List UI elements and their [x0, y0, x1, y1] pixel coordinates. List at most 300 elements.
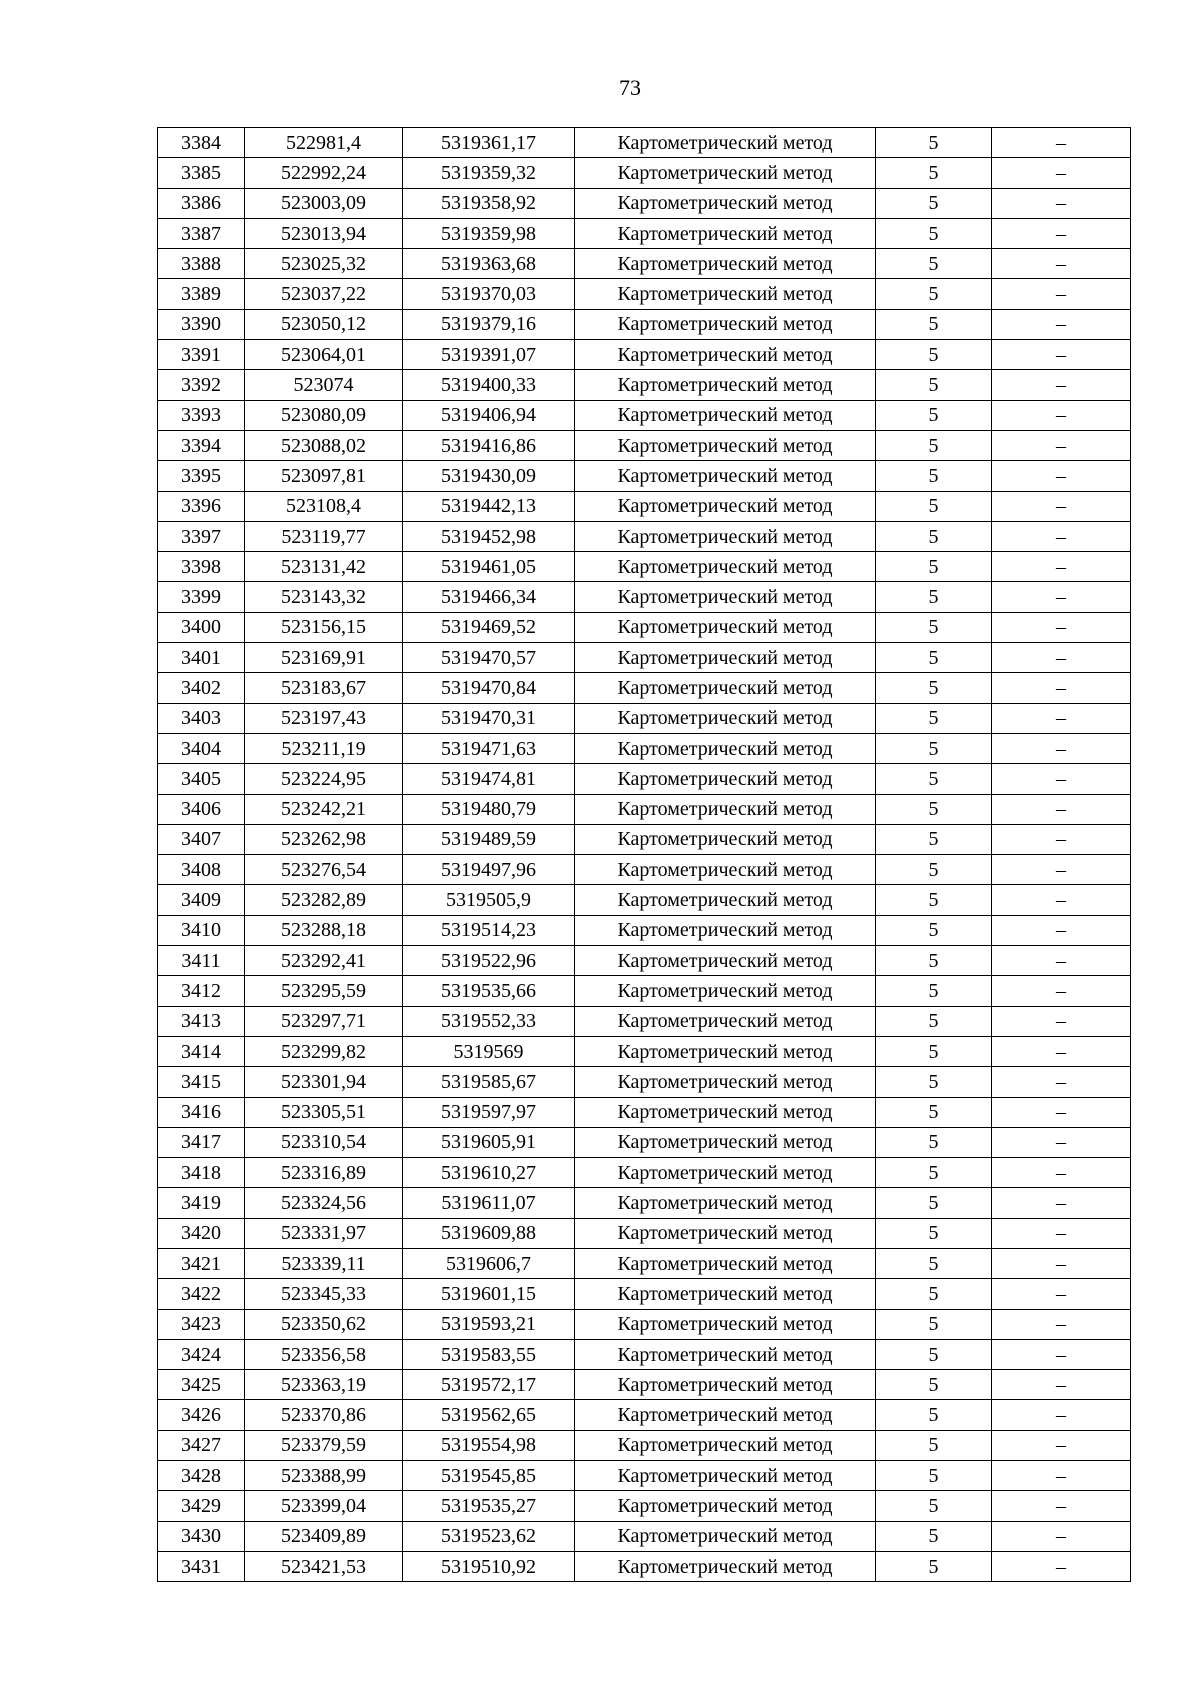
x-coordinate-cell: 523276,54 — [245, 855, 403, 885]
accuracy-cell: 5 — [876, 764, 992, 794]
point-number-cell: 3423 — [158, 1309, 245, 1339]
x-coordinate-cell: 523224,95 — [245, 764, 403, 794]
x-coordinate-cell: 522981,4 — [245, 128, 403, 158]
accuracy-cell: 5 — [876, 158, 992, 188]
point-number-cell: 3406 — [158, 794, 245, 824]
accuracy-cell: 5 — [876, 794, 992, 824]
y-coordinate-cell: 5319583,55 — [403, 1339, 575, 1369]
point-number-cell: 3385 — [158, 158, 245, 188]
note-cell: – — [992, 158, 1131, 188]
y-coordinate-cell: 5319609,88 — [403, 1218, 575, 1248]
accuracy-cell: 5 — [876, 1036, 992, 1066]
note-cell: – — [992, 218, 1131, 248]
accuracy-cell: 5 — [876, 1400, 992, 1430]
method-cell: Картометрический метод — [575, 491, 876, 521]
point-number-cell: 3394 — [158, 430, 245, 460]
point-number-cell: 3409 — [158, 885, 245, 915]
point-number-cell: 3411 — [158, 946, 245, 976]
note-cell: – — [992, 400, 1131, 430]
method-cell: Картометрический метод — [575, 1279, 876, 1309]
point-number-cell: 3421 — [158, 1248, 245, 1278]
note-cell: – — [992, 976, 1131, 1006]
y-coordinate-cell: 5319593,21 — [403, 1309, 575, 1339]
coordinates-table — [157, 127, 1131, 1582]
y-coordinate-cell: 5319391,07 — [403, 340, 575, 370]
method-cell: Картометрический метод — [575, 1521, 876, 1551]
table-row — [158, 673, 1131, 703]
note-cell: – — [992, 1188, 1131, 1218]
method-cell: Картометрический метод — [575, 764, 876, 794]
table-row — [158, 1188, 1131, 1218]
table-row — [158, 1279, 1131, 1309]
accuracy-cell: 5 — [876, 521, 992, 551]
table-row — [158, 461, 1131, 491]
x-coordinate-cell: 523331,97 — [245, 1218, 403, 1248]
method-cell: Картометрический метод — [575, 309, 876, 339]
y-coordinate-cell: 5319572,17 — [403, 1370, 575, 1400]
note-cell: – — [992, 1006, 1131, 1036]
point-number-cell: 3401 — [158, 643, 245, 673]
table-row — [158, 976, 1131, 1006]
x-coordinate-cell: 523282,89 — [245, 885, 403, 915]
table-row — [158, 1551, 1131, 1581]
table-row — [158, 128, 1131, 158]
y-coordinate-cell: 5319514,23 — [403, 915, 575, 945]
x-coordinate-cell: 523292,41 — [245, 946, 403, 976]
y-coordinate-cell: 5319535,27 — [403, 1491, 575, 1521]
y-coordinate-cell: 5319466,34 — [403, 582, 575, 612]
method-cell: Картометрический метод — [575, 1188, 876, 1218]
method-cell: Картометрический метод — [575, 1400, 876, 1430]
x-coordinate-cell: 523025,32 — [245, 249, 403, 279]
accuracy-cell: 5 — [876, 1218, 992, 1248]
point-number-cell: 3389 — [158, 279, 245, 309]
point-number-cell: 3404 — [158, 733, 245, 763]
method-cell: Картометрический метод — [575, 400, 876, 430]
y-coordinate-cell: 5319497,96 — [403, 855, 575, 885]
method-cell: Картометрический метод — [575, 1218, 876, 1248]
y-coordinate-cell: 5319489,59 — [403, 824, 575, 854]
x-coordinate-cell: 523363,19 — [245, 1370, 403, 1400]
point-number-cell: 3414 — [158, 1036, 245, 1066]
x-coordinate-cell: 523301,94 — [245, 1067, 403, 1097]
method-cell: Картометрический метод — [575, 1248, 876, 1278]
table-row — [158, 1127, 1131, 1157]
y-coordinate-cell: 5319545,85 — [403, 1461, 575, 1491]
note-cell: – — [992, 643, 1131, 673]
accuracy-cell: 5 — [876, 612, 992, 642]
x-coordinate-cell: 523356,58 — [245, 1339, 403, 1369]
method-cell: Картометрический метод — [575, 188, 876, 218]
point-number-cell: 3407 — [158, 824, 245, 854]
method-cell: Картометрический метод — [575, 249, 876, 279]
accuracy-cell: 5 — [876, 673, 992, 703]
table-row — [158, 552, 1131, 582]
accuracy-cell: 5 — [876, 976, 992, 1006]
method-cell: Картометрический метод — [575, 733, 876, 763]
table-row — [158, 885, 1131, 915]
y-coordinate-cell: 5319605,91 — [403, 1127, 575, 1157]
point-number-cell: 3420 — [158, 1218, 245, 1248]
x-coordinate-cell: 523183,67 — [245, 673, 403, 703]
accuracy-cell: 5 — [876, 855, 992, 885]
y-coordinate-cell: 5319474,81 — [403, 764, 575, 794]
y-coordinate-cell: 5319406,94 — [403, 400, 575, 430]
accuracy-cell: 5 — [876, 1067, 992, 1097]
point-number-cell: 3412 — [158, 976, 245, 1006]
accuracy-cell: 5 — [876, 1461, 992, 1491]
x-coordinate-cell: 523310,54 — [245, 1127, 403, 1157]
table-row — [158, 915, 1131, 945]
method-cell: Картометрический метод — [575, 1461, 876, 1491]
note-cell: – — [992, 1400, 1131, 1430]
note-cell: – — [992, 521, 1131, 551]
method-cell: Картометрический метод — [575, 885, 876, 915]
point-number-cell: 3384 — [158, 128, 245, 158]
y-coordinate-cell: 5319470,57 — [403, 643, 575, 673]
method-cell: Картометрический метод — [575, 1158, 876, 1188]
x-coordinate-cell: 523409,89 — [245, 1521, 403, 1551]
accuracy-cell: 5 — [876, 1521, 992, 1551]
point-number-cell: 3397 — [158, 521, 245, 551]
y-coordinate-cell: 5319359,98 — [403, 218, 575, 248]
method-cell: Картометрический метод — [575, 946, 876, 976]
table-body — [158, 128, 1131, 1582]
y-coordinate-cell: 5319597,97 — [403, 1097, 575, 1127]
point-number-cell: 3388 — [158, 249, 245, 279]
accuracy-cell: 5 — [876, 1430, 992, 1460]
x-coordinate-cell: 523080,09 — [245, 400, 403, 430]
note-cell: – — [992, 946, 1131, 976]
y-coordinate-cell: 5319611,07 — [403, 1188, 575, 1218]
method-cell: Картометрический метод — [575, 976, 876, 1006]
table-row — [158, 1248, 1131, 1278]
table-row — [158, 794, 1131, 824]
table-row — [158, 279, 1131, 309]
accuracy-cell: 5 — [876, 824, 992, 854]
table-row — [158, 643, 1131, 673]
note-cell: – — [992, 1309, 1131, 1339]
table-row — [158, 188, 1131, 218]
y-coordinate-cell: 5319606,7 — [403, 1248, 575, 1278]
note-cell: – — [992, 673, 1131, 703]
point-number-cell: 3386 — [158, 188, 245, 218]
point-number-cell: 3418 — [158, 1158, 245, 1188]
note-cell: – — [992, 370, 1131, 400]
x-coordinate-cell: 523074 — [245, 370, 403, 400]
x-coordinate-cell: 523143,32 — [245, 582, 403, 612]
accuracy-cell: 5 — [876, 733, 992, 763]
table-row — [158, 1521, 1131, 1551]
point-number-cell: 3391 — [158, 340, 245, 370]
note-cell: – — [992, 1248, 1131, 1278]
accuracy-cell: 5 — [876, 249, 992, 279]
method-cell: Картометрический метод — [575, 673, 876, 703]
note-cell: – — [992, 885, 1131, 915]
point-number-cell: 3422 — [158, 1279, 245, 1309]
x-coordinate-cell: 523288,18 — [245, 915, 403, 945]
x-coordinate-cell: 523156,15 — [245, 612, 403, 642]
method-cell: Картометрический метод — [575, 1097, 876, 1127]
point-number-cell: 3399 — [158, 582, 245, 612]
point-number-cell: 3403 — [158, 703, 245, 733]
table-row — [158, 764, 1131, 794]
accuracy-cell: 5 — [876, 946, 992, 976]
point-number-cell: 3392 — [158, 370, 245, 400]
table-row — [158, 1400, 1131, 1430]
accuracy-cell: 5 — [876, 400, 992, 430]
note-cell: – — [992, 764, 1131, 794]
x-coordinate-cell: 523350,62 — [245, 1309, 403, 1339]
note-cell: – — [992, 1491, 1131, 1521]
table-row — [158, 309, 1131, 339]
y-coordinate-cell: 5319471,63 — [403, 733, 575, 763]
note-cell: – — [992, 794, 1131, 824]
note-cell: – — [992, 1461, 1131, 1491]
table-row — [158, 1491, 1131, 1521]
accuracy-cell: 5 — [876, 188, 992, 218]
method-cell: Картометрический метод — [575, 794, 876, 824]
y-coordinate-cell: 5319461,05 — [403, 552, 575, 582]
table-row — [158, 1309, 1131, 1339]
note-cell: – — [992, 855, 1131, 885]
note-cell: – — [992, 1279, 1131, 1309]
table-row — [158, 824, 1131, 854]
x-coordinate-cell: 523324,56 — [245, 1188, 403, 1218]
accuracy-cell: 5 — [876, 461, 992, 491]
method-cell: Картометрический метод — [575, 1370, 876, 1400]
accuracy-cell: 5 — [876, 218, 992, 248]
x-coordinate-cell: 523169,91 — [245, 643, 403, 673]
accuracy-cell: 5 — [876, 1279, 992, 1309]
table-row — [158, 1006, 1131, 1036]
point-number-cell: 3428 — [158, 1461, 245, 1491]
table-row — [158, 400, 1131, 430]
y-coordinate-cell: 5319442,13 — [403, 491, 575, 521]
x-coordinate-cell: 523262,98 — [245, 824, 403, 854]
accuracy-cell: 5 — [876, 1551, 992, 1581]
table-row — [158, 1036, 1131, 1066]
x-coordinate-cell: 523119,77 — [245, 521, 403, 551]
method-cell: Картометрический метод — [575, 370, 876, 400]
y-coordinate-cell: 5319379,16 — [403, 309, 575, 339]
table-row — [158, 582, 1131, 612]
x-coordinate-cell: 523211,19 — [245, 733, 403, 763]
table-row — [158, 1097, 1131, 1127]
point-number-cell: 3408 — [158, 855, 245, 885]
method-cell: Картометрический метод — [575, 1430, 876, 1460]
point-number-cell: 3431 — [158, 1551, 245, 1581]
accuracy-cell: 5 — [876, 1248, 992, 1278]
y-coordinate-cell: 5319470,84 — [403, 673, 575, 703]
table-row — [158, 158, 1131, 188]
x-coordinate-cell: 523242,21 — [245, 794, 403, 824]
y-coordinate-cell: 5319610,27 — [403, 1158, 575, 1188]
note-cell: – — [992, 1339, 1131, 1369]
point-number-cell: 3387 — [158, 218, 245, 248]
y-coordinate-cell: 5319361,17 — [403, 128, 575, 158]
accuracy-cell: 5 — [876, 340, 992, 370]
y-coordinate-cell: 5319601,15 — [403, 1279, 575, 1309]
table-row — [158, 1218, 1131, 1248]
note-cell: – — [992, 188, 1131, 218]
table-row — [158, 1461, 1131, 1491]
accuracy-cell: 5 — [876, 1188, 992, 1218]
x-coordinate-cell: 523305,51 — [245, 1097, 403, 1127]
note-cell: – — [992, 249, 1131, 279]
y-coordinate-cell: 5319400,33 — [403, 370, 575, 400]
accuracy-cell: 5 — [876, 309, 992, 339]
accuracy-cell: 5 — [876, 1339, 992, 1369]
method-cell: Картометрический метод — [575, 612, 876, 642]
x-coordinate-cell: 523003,09 — [245, 188, 403, 218]
table-row — [158, 612, 1131, 642]
note-cell: – — [992, 703, 1131, 733]
method-cell: Картометрический метод — [575, 279, 876, 309]
note-cell: – — [992, 1158, 1131, 1188]
method-cell: Картометрический метод — [575, 1339, 876, 1369]
note-cell: – — [992, 1218, 1131, 1248]
y-coordinate-cell: 5319522,96 — [403, 946, 575, 976]
y-coordinate-cell: 5319552,33 — [403, 1006, 575, 1036]
method-cell: Картометрический метод — [575, 824, 876, 854]
method-cell: Картометрический метод — [575, 1309, 876, 1339]
point-number-cell: 3398 — [158, 552, 245, 582]
accuracy-cell: 5 — [876, 1491, 992, 1521]
x-coordinate-cell: 523295,59 — [245, 976, 403, 1006]
y-coordinate-cell: 5319505,9 — [403, 885, 575, 915]
point-number-cell: 3396 — [158, 491, 245, 521]
table-row — [158, 249, 1131, 279]
method-cell: Картометрический метод — [575, 461, 876, 491]
method-cell: Картометрический метод — [575, 1551, 876, 1581]
table-row — [158, 1339, 1131, 1369]
table-row — [158, 1067, 1131, 1097]
table-row — [158, 1370, 1131, 1400]
point-number-cell: 3413 — [158, 1006, 245, 1036]
x-coordinate-cell: 523037,22 — [245, 279, 403, 309]
note-cell: – — [992, 1430, 1131, 1460]
note-cell: – — [992, 128, 1131, 158]
method-cell: Картометрический метод — [575, 1036, 876, 1066]
method-cell: Картометрический метод — [575, 643, 876, 673]
x-coordinate-cell: 523064,01 — [245, 340, 403, 370]
note-cell: – — [992, 430, 1131, 460]
y-coordinate-cell: 5319358,92 — [403, 188, 575, 218]
y-coordinate-cell: 5319363,68 — [403, 249, 575, 279]
accuracy-cell: 5 — [876, 1097, 992, 1127]
method-cell: Картометрический метод — [575, 340, 876, 370]
note-cell: – — [992, 733, 1131, 763]
note-cell: – — [992, 491, 1131, 521]
accuracy-cell: 5 — [876, 915, 992, 945]
x-coordinate-cell: 523131,42 — [245, 552, 403, 582]
point-number-cell: 3417 — [158, 1127, 245, 1157]
accuracy-cell: 5 — [876, 582, 992, 612]
note-cell: – — [992, 461, 1131, 491]
table-row — [158, 733, 1131, 763]
note-cell: – — [992, 1067, 1131, 1097]
method-cell: Картометрический метод — [575, 703, 876, 733]
point-number-cell: 3430 — [158, 1521, 245, 1551]
point-number-cell: 3424 — [158, 1339, 245, 1369]
x-coordinate-cell: 523297,71 — [245, 1006, 403, 1036]
accuracy-cell: 5 — [876, 643, 992, 673]
table-row — [158, 491, 1131, 521]
note-cell: – — [992, 552, 1131, 582]
note-cell: – — [992, 1551, 1131, 1581]
accuracy-cell: 5 — [876, 370, 992, 400]
x-coordinate-cell: 523379,59 — [245, 1430, 403, 1460]
accuracy-cell: 5 — [876, 430, 992, 460]
y-coordinate-cell: 5319480,79 — [403, 794, 575, 824]
note-cell: – — [992, 612, 1131, 642]
accuracy-cell: 5 — [876, 1309, 992, 1339]
y-coordinate-cell: 5319569 — [403, 1036, 575, 1066]
y-coordinate-cell: 5319430,09 — [403, 461, 575, 491]
accuracy-cell: 5 — [876, 1006, 992, 1036]
table-row — [158, 1430, 1131, 1460]
accuracy-cell: 5 — [876, 703, 992, 733]
page-number: 73 — [619, 75, 641, 100]
y-coordinate-cell: 5319562,65 — [403, 1400, 575, 1430]
y-coordinate-cell: 5319585,67 — [403, 1067, 575, 1097]
x-coordinate-cell: 522992,24 — [245, 158, 403, 188]
x-coordinate-cell: 523108,4 — [245, 491, 403, 521]
method-cell: Картометрический метод — [575, 1127, 876, 1157]
table-row — [158, 370, 1131, 400]
accuracy-cell: 5 — [876, 128, 992, 158]
note-cell: – — [992, 1036, 1131, 1066]
method-cell: Картометрический метод — [575, 915, 876, 945]
table-row — [158, 521, 1131, 551]
accuracy-cell: 5 — [876, 1158, 992, 1188]
point-number-cell: 3416 — [158, 1097, 245, 1127]
x-coordinate-cell: 523050,12 — [245, 309, 403, 339]
method-cell: Картометрический метод — [575, 158, 876, 188]
x-coordinate-cell: 523345,33 — [245, 1279, 403, 1309]
point-number-cell: 3390 — [158, 309, 245, 339]
x-coordinate-cell: 523421,53 — [245, 1551, 403, 1581]
point-number-cell: 3410 — [158, 915, 245, 945]
table-row — [158, 340, 1131, 370]
accuracy-cell: 5 — [876, 491, 992, 521]
x-coordinate-cell: 523316,89 — [245, 1158, 403, 1188]
x-coordinate-cell: 523013,94 — [245, 218, 403, 248]
accuracy-cell: 5 — [876, 885, 992, 915]
method-cell: Картометрический метод — [575, 1491, 876, 1521]
note-cell: – — [992, 582, 1131, 612]
point-number-cell: 3405 — [158, 764, 245, 794]
method-cell: Картометрический метод — [575, 430, 876, 460]
y-coordinate-cell: 5319523,62 — [403, 1521, 575, 1551]
y-coordinate-cell: 5319470,31 — [403, 703, 575, 733]
point-number-cell: 3429 — [158, 1491, 245, 1521]
point-number-cell: 3393 — [158, 400, 245, 430]
note-cell: – — [992, 340, 1131, 370]
x-coordinate-cell: 523399,04 — [245, 1491, 403, 1521]
table-row — [158, 218, 1131, 248]
note-cell: – — [992, 824, 1131, 854]
note-cell: – — [992, 1127, 1131, 1157]
accuracy-cell: 5 — [876, 1370, 992, 1400]
note-cell: – — [992, 915, 1131, 945]
point-number-cell: 3427 — [158, 1430, 245, 1460]
method-cell: Картометрический метод — [575, 1067, 876, 1097]
table-row — [158, 703, 1131, 733]
y-coordinate-cell: 5319359,32 — [403, 158, 575, 188]
x-coordinate-cell: 523388,99 — [245, 1461, 403, 1491]
